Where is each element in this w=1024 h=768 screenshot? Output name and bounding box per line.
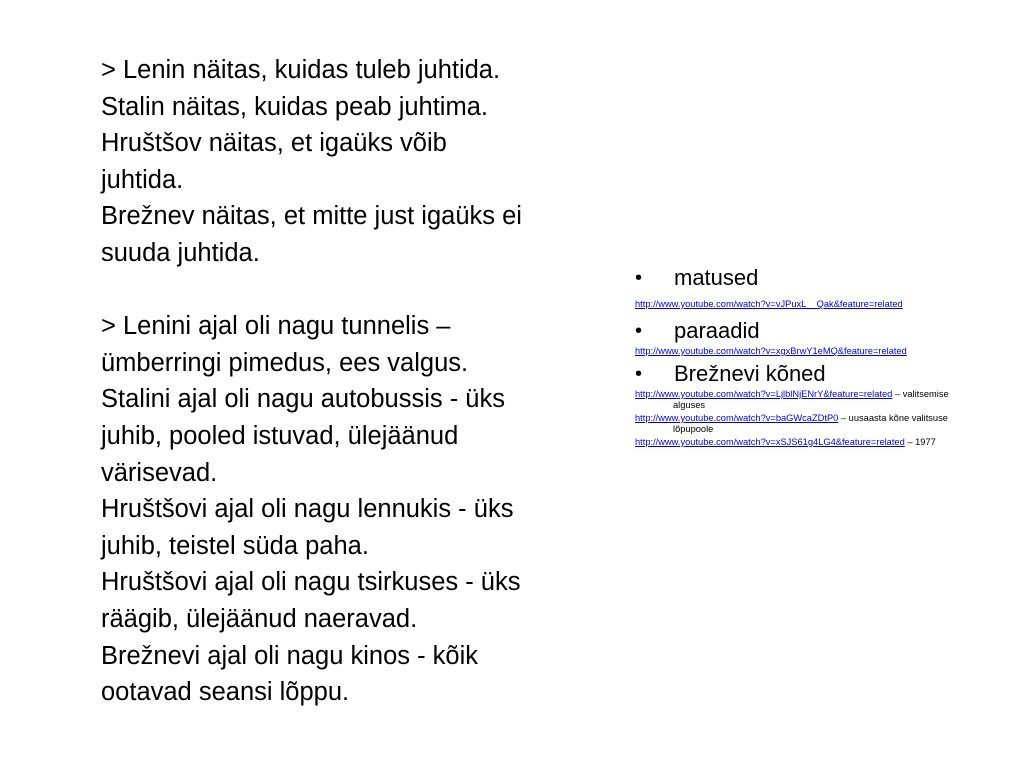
text-line: juhtida.: [101, 165, 184, 194]
link-row: [635, 299, 1015, 310]
link-note-continuation: lõpupoole: [673, 424, 714, 434]
text-line: juhib, pooled istuvad, ülejäänud: [101, 421, 459, 450]
text-line: Hruštšov näitas, et igaüks võib: [101, 129, 447, 158]
youtube-link[interactable]: http://www.youtube.com/watch?v=baGWcaZDtP0: [635, 413, 839, 423]
link-note: – uusaasta kõne valitsuse: [838, 413, 948, 423]
link-note: – valitsemise: [892, 389, 949, 399]
bullet-label: Brežnevi kõned: [674, 361, 826, 386]
text-line: räägib, ülejäänud naeravad.: [101, 604, 418, 633]
link-row: [635, 346, 1015, 357]
text-line: Stalin näitas, kuidas peab juhtima.: [101, 92, 488, 121]
text-line: Brežnevi ajal oli nagu kinos - kõik: [101, 641, 479, 670]
bullet-label: paraadid: [674, 318, 760, 343]
link-row: [635, 389, 1015, 400]
text-line: > Lenin näitas, kuidas tuleb juhtida.: [101, 56, 501, 84]
link-note: – 1977: [904, 437, 936, 447]
youtube-link[interactable]: http://www.youtube.com/watch?v=xSJS61g4LG4&feature=related: [635, 437, 905, 447]
text-line: juhib, teistel süda paha.: [101, 531, 369, 560]
bullet-item-matused: [635, 263, 1015, 293]
text-line: ootavad seansi lõppu.: [101, 678, 350, 707]
youtube-link[interactable]: http://www.youtube.com/watch?v=xgxBrwY1eMQ&feature=related: [635, 346, 907, 356]
bullet-item-paraadid: [635, 316, 1015, 346]
text-line: Hruštšovi ajal oli nagu tsirkuses - üks: [101, 568, 521, 597]
link-note-continuation: alguses: [673, 400, 706, 410]
left-text-block: [101, 52, 621, 711]
text-line: Stalini ajal oli nagu autobussis - üks: [101, 385, 505, 414]
text-line: suuda juhtida.: [101, 238, 260, 267]
link-row: [635, 437, 1015, 448]
youtube-link[interactable]: http://www.youtube.com/watch?v=LjlblNjENrY&feature=related: [635, 389, 893, 399]
bullet-icon: •: [635, 267, 643, 289]
bullet-item-breznevi-koned: [635, 359, 1015, 389]
bullet-label: matused: [674, 265, 759, 290]
bullet-icon: •: [635, 320, 643, 342]
text-line: ümberringi pimedus, ees valgus.: [101, 348, 469, 377]
paragraph-gap: [101, 272, 621, 309]
text-line: Hruštšovi ajal oli nagu lennukis - üks: [101, 495, 514, 524]
bullet-icon: •: [635, 363, 643, 385]
youtube-link[interactable]: http://www.youtube.com/watch?v=vJPuxL__Qak&feature=related: [635, 299, 903, 309]
text-line: > Lenini ajal oli nagu tunnelis –: [101, 312, 451, 341]
text-line: värisevad.: [101, 458, 218, 487]
right-links-block: [635, 263, 1015, 448]
link-row: [635, 413, 1015, 424]
text-line: Brežnev näitas, et mitte just igaüks ei: [101, 202, 522, 231]
